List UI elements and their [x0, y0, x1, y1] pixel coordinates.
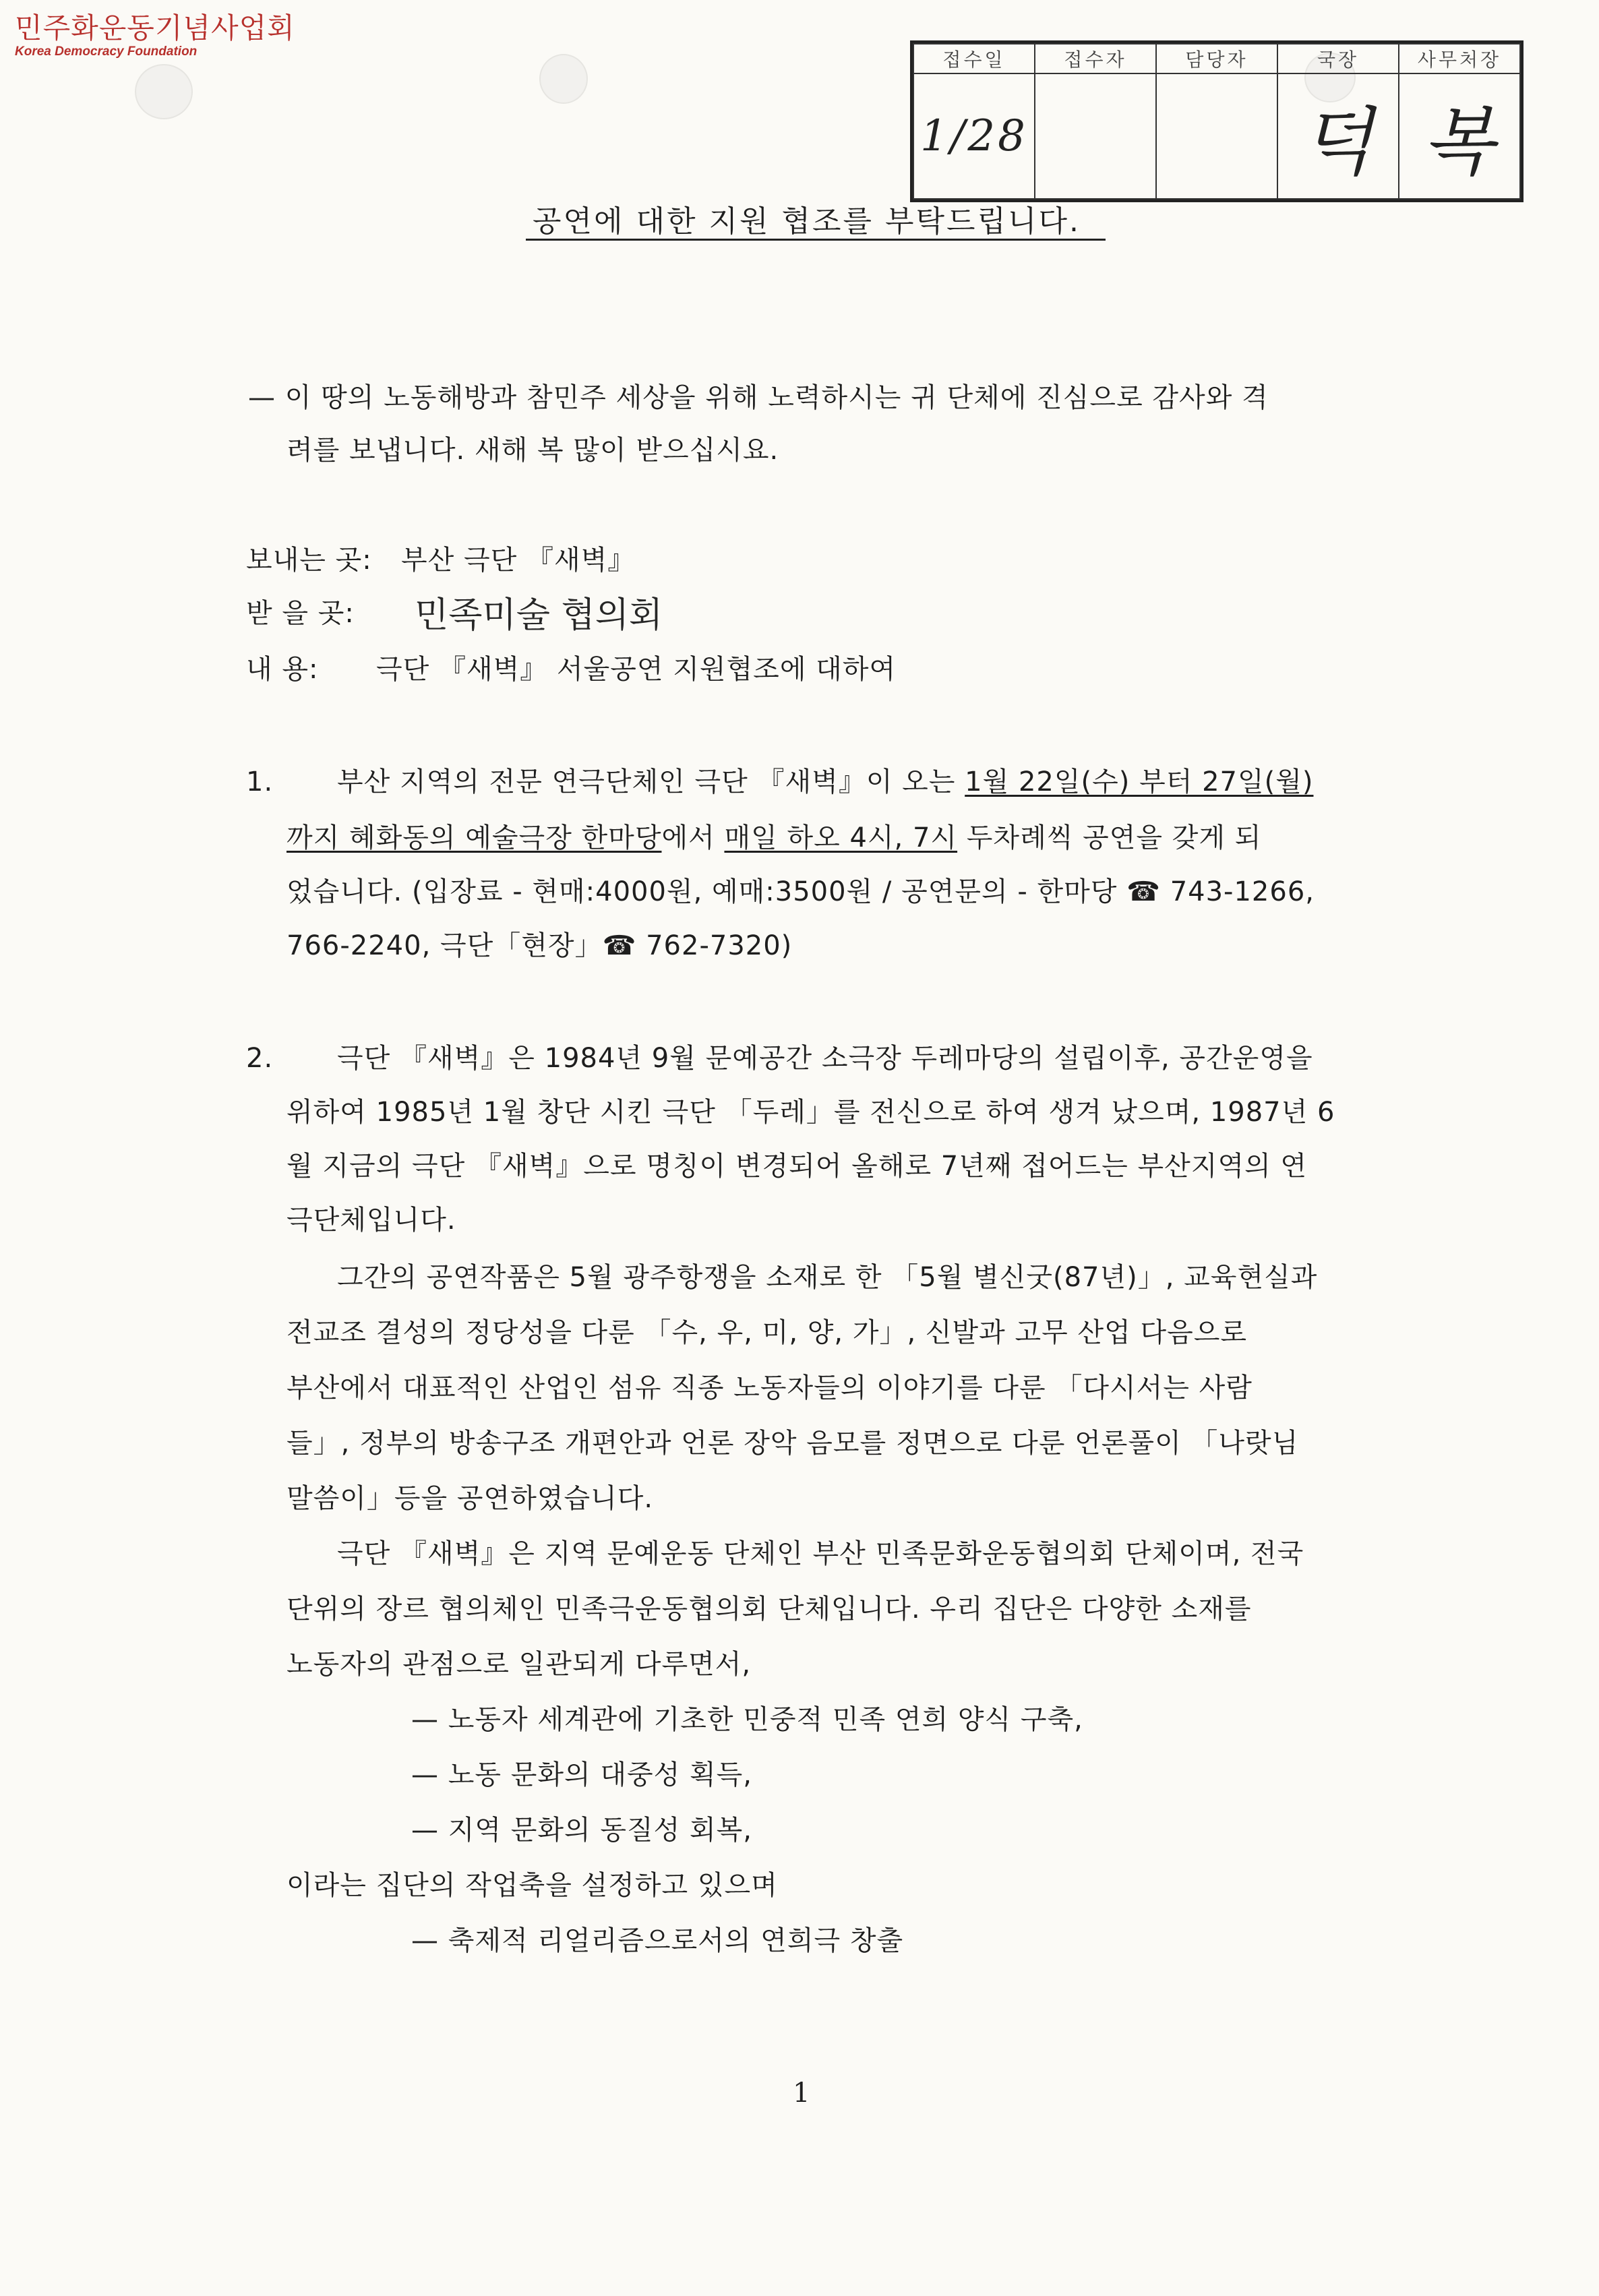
subject-value: 극단 『새벽』 서울공연 지원협조에 대하여 — [376, 654, 897, 685]
greeting-line-1: — 이 땅의 노동해방과 참민주 세상을 위해 노력하시는 귀 단체에 진심으로 감사와 격 — [248, 382, 1269, 413]
approval-manager-cell — [1156, 73, 1277, 199]
section-2-closing: 이라는 집단의 작업축을 설정하고 있으며 — [286, 1870, 778, 1901]
section-2-para-3-line: 노동자의 관점으로 일관되게 다루면서, — [286, 1649, 752, 1680]
approval-header-receiver: 접수자 — [1035, 44, 1156, 73]
approval-header-manager: 담당자 — [1156, 44, 1277, 73]
section-1-line-1: 부산 지역의 전문 연극단체인 극단 『새벽』이 오는 1월 22일(수) 부터 27일(월) — [337, 766, 1314, 797]
to-label: 받 을 곳: — [246, 598, 355, 629]
approval-date-handwritten: 1/28 — [913, 73, 1035, 199]
section-1-number: 1. — [246, 766, 274, 797]
section-1-line-2: 까지 혜화동의 예술극장 한마당에서 매일 하오 4시, 7시 두차례씩 공연을 갖게 되 — [286, 822, 1262, 853]
section-2-para-1-line: 극단체입니다. — [286, 1205, 456, 1236]
approval-header-received-date: 접수일 — [913, 44, 1035, 73]
logo-english-text: Korea Democracy Foundation — [15, 44, 198, 59]
foundation-logo — [15, 11, 295, 59]
approval-header-secretary-general: 사무처장 — [1399, 44, 1520, 73]
logo-korean-text: 민주화운동기념사업회 — [15, 11, 295, 44]
from-value: 부산 극단 『새벽』 — [401, 545, 636, 576]
approval-table — [910, 40, 1523, 202]
approval-secretary-signature: 복 — [1399, 73, 1520, 199]
approval-header-director: 국장 — [1277, 44, 1399, 73]
section-2-para-2-line: 그간의 공연작품은 5월 광주항쟁을 소재로 한 「5월 별신굿(87년)」, 교육현실과 — [337, 1262, 1318, 1293]
section-2-para-1-line: 극단 『새벽』은 1984년 9월 문예공간 소극장 두레마당의 설립이후, 공간운영을 — [337, 1043, 1313, 1074]
section-2-bullet: — 노동 문화의 대중성 획득, — [411, 1759, 752, 1790]
title-underline — [526, 239, 1106, 241]
section-2-para-2-line: 부산에서 대표적인 산업인 섬유 직종 노동자들의 이야기를 다룬 「다시서는 사람 — [286, 1372, 1253, 1403]
punch-hole — [135, 64, 193, 119]
subject-label: 내 용: — [246, 654, 319, 685]
section-2-para-2-line: 말씀이」등을 공연하였습니다. — [286, 1483, 654, 1514]
page-number: 1 — [793, 2078, 811, 2109]
section-1-line-4: 766-2240, 극단「현장」☎ 762-7320) — [286, 930, 793, 961]
section-2-para-2-line: 들」, 정부의 방송구조 개편안과 언론 장악 음모를 정면으로 다룬 언론풀이 「나랏님 — [286, 1428, 1299, 1459]
section-2-para-1-line: 위하여 1985년 1월 창단 시킨 극단 「두레」를 전신으로 하여 생겨 났으며, 1987년 6 — [286, 1097, 1335, 1128]
from-label: 보내는 곳: — [246, 545, 372, 576]
section-2-number: 2. — [246, 1043, 274, 1074]
punch-hole — [539, 54, 588, 104]
document-title: 공연에 대한 지원 협조를 부탁드립니다. — [533, 204, 1081, 239]
section-2-para-3-line: 극단 『새벽』은 지역 문예운동 단체인 부산 민족문화운동협의회 단체이며, 전국 — [337, 1538, 1304, 1569]
section-2-para-3-line: 단위의 장르 협의체인 민족극운동협의회 단체입니다. 우리 집단은 다양한 소재를 — [286, 1594, 1252, 1625]
section-1-line-3: 었습니다. (입장료 - 현매:4000원, 예매:3500원 / 공연문의 - 한마당 ☎ 743-1266, — [286, 876, 1315, 907]
approval-director-signature: 덕 — [1277, 73, 1399, 199]
section-2-para-2-line: 전교조 결성의 정당성을 다룬 「수, 우, 미, 양, 가」, 신발과 고무 산업 다음으로 — [286, 1317, 1248, 1348]
greeting-line-2: 려를 보냅니다. 새해 복 많이 받으십시요. — [286, 435, 779, 466]
to-value-handwritten: 민족미술 협의회 — [415, 595, 663, 636]
section-2-last-bullet: — 축제적 리얼리즘으로서의 연희극 창출 — [411, 1925, 904, 1956]
section-2-para-1-line: 월 지금의 극단 『새벽』으로 명칭이 변경되어 올해로 7년째 접어드는 부산지역의 연 — [286, 1151, 1308, 1182]
approval-receiver-cell — [1035, 73, 1156, 199]
section-2-bullet: — 지역 문화의 동질성 회복, — [411, 1815, 752, 1846]
section-2-bullet: — 노동자 세계관에 기초한 민중적 민족 연희 양식 구축, — [411, 1704, 1083, 1735]
